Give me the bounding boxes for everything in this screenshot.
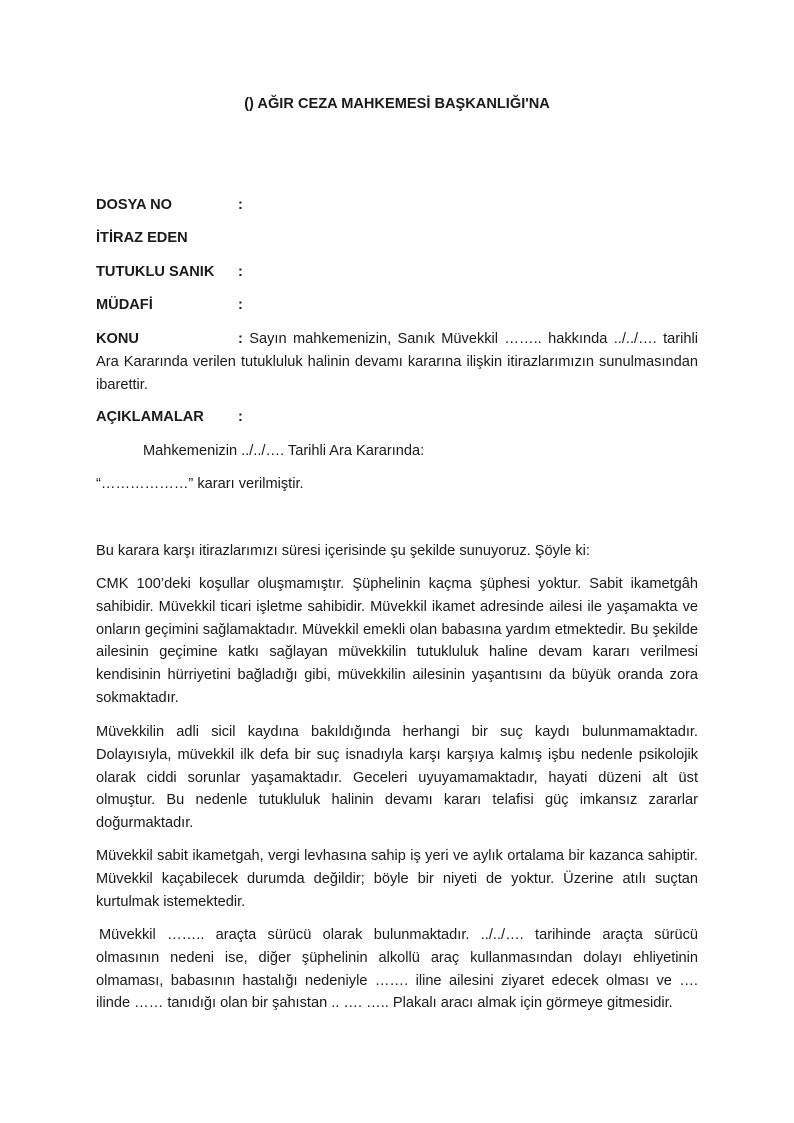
field-konu <box>96 328 698 396</box>
field-mudafi <box>96 297 698 313</box>
field-colon: : <box>238 264 243 280</box>
field-label-itiraz-eden: İTİRAZ EDEN <box>96 230 188 246</box>
paragraph-4: Müvekkil …….. araçta sürücü olarak bulunmaktadır. ../../…. tarihinde araçta sürücü olmasının nedeni ise, diğer şüphelinin alkollü araç kullanmasından dolayı ehliyetinin olmaması, babasının hastalığı nedeniyle ……. iline ailesini ziyaret edecek olması ve …. ilinde …… tanıdığı olan bir şahıstan .. …. ….. Plakalı aracı almak için görmeye gitmesidir. <box>96 927 698 1012</box>
field-label-konu: KONU <box>96 331 139 347</box>
karar-quote: “………………” kararı verilmiştir. <box>96 476 304 492</box>
field-aciklamalar <box>96 409 698 425</box>
document-title: () AĞIR CEZA MAHKEMESİ BAŞKANLIĞI'NA <box>244 96 550 112</box>
paragraph-3: Müvekkil sabit ikametgah, vergi levhasına sahip iş yeri ve aylık ortalama bir kazanca sahiptir. Müvekkil kaçabilecek durumda değildir; böyle bir niyeti de yoktur. Üzerine atılı suçtan kurtulmak istemektedir. <box>96 848 698 910</box>
field-colon: : <box>238 331 243 347</box>
paragraph-2: Müvekkilin adli sicil kaydına bakıldığında herhangi bir suç kaydı bulunmamaktadır. Dolayısıyla, müvekkil ilk defa bir suç isnadıyla karşı karşıya kalmış işbu nedenle psikolojik olarak ciddi sorunlar yaşamaktadır. Geceleri uyuyamamaktadır, hayati düzeni alt üst olmuştur. Bu nedenle tutukluluk halinin devamı kararı telafisi güç imkansız zararlar doğurmaktadır. <box>96 724 698 832</box>
field-label-aciklamalar: AÇIKLAMALAR <box>96 409 204 425</box>
paragraph-1: CMK 100’deki koşullar oluşmamıştır. Şüphelinin kaçma şüphesi yoktur. Sabit ikametgâh sahibidir. Müvekkil ticari işletme sahibidir. Müvekkil ikamet adresinde ailesi ile yaşamakta ve onların geçimini sağlamaktadır. Müvekkil emekli olan babasına yardım etmektedir. Bu şekilde ailesinin geçimine katkı sağlayan müvekkilin tutukluluk haline devam kararı verilmesi kendisinin hürriyetini bağladığı gibi, müvekkilin ailesinin yaşantısını da büyük oranda zora sokmaktadır. <box>96 576 698 706</box>
field-colon: : <box>238 297 243 313</box>
field-label-dosya-no: DOSYA NO <box>96 197 172 213</box>
ara-karar-intro: Mahkemenizin ../../…. Tarihli Ara Kararında: <box>143 443 425 459</box>
field-label-mudafi: MÜDAFİ <box>96 297 153 313</box>
field-label-tutuklu-sanik: TUTUKLU SANIK <box>96 264 215 280</box>
field-tutuklu-sanik <box>96 264 698 280</box>
field-colon: : <box>238 409 243 425</box>
itiraz-intro: Bu karara karşı itirazlarımızı süresi içerisinde şu şekilde sunuyoruz. Şöyle ki: <box>96 543 590 559</box>
konu-text: Sayın mahkemenizin, Sanık Müvekkil …….. hakkında ../../…. tarihli Ara Kararında verilen tutukluluk halinin devamı kararına ilişkin itirazlarımızın sunulmasından ibarettir. <box>96 331 698 393</box>
field-colon: : <box>238 197 243 213</box>
field-itiraz-eden <box>96 230 698 246</box>
field-dosya-no <box>96 197 698 213</box>
